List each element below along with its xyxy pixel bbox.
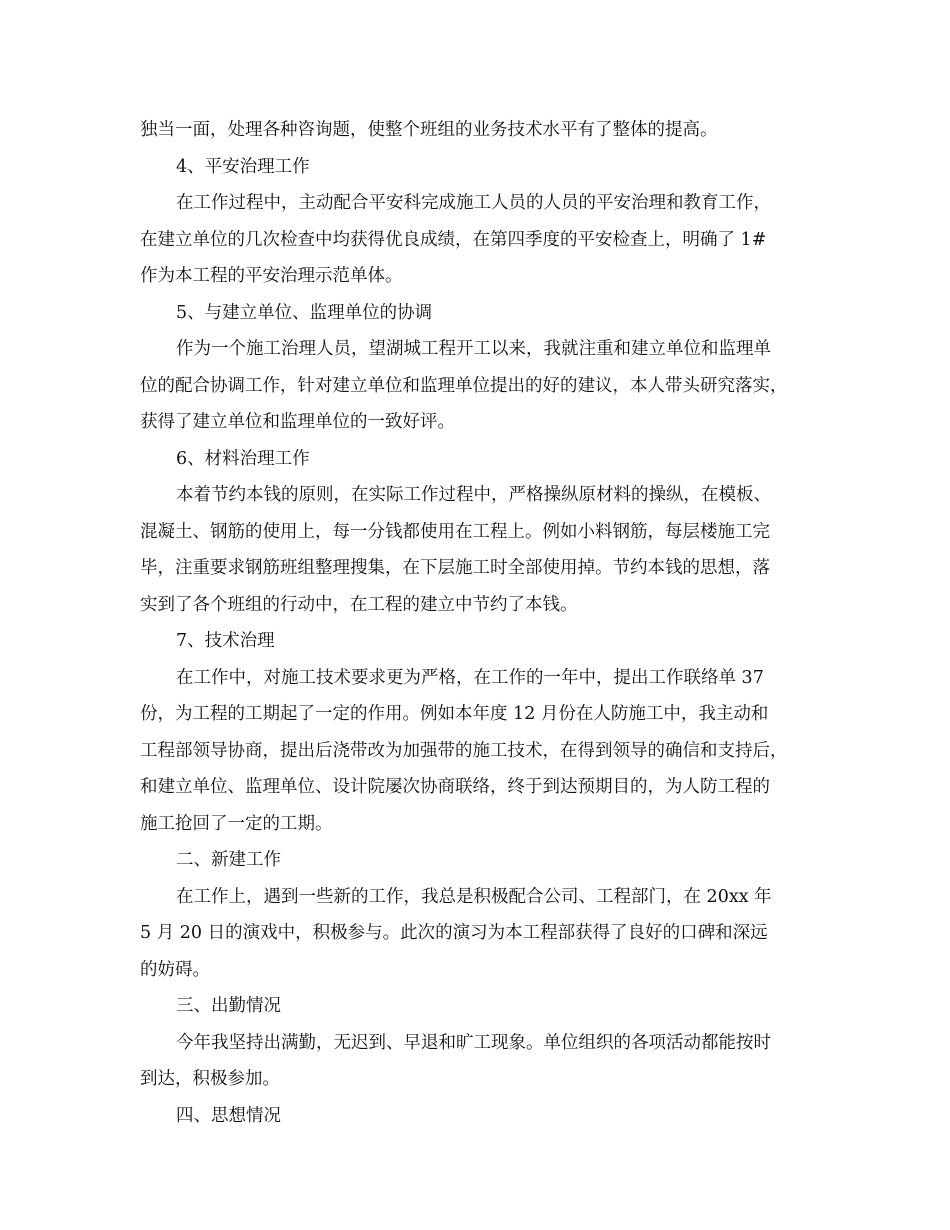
text-line: 到达，积极参加。 [140, 1069, 280, 1089]
text-line: 在工作中，对施工技术要求更为严格，在工作的一年中，提出工作联络单 37 [176, 667, 764, 688]
text-line: 和建立单位、监理单位、设计院屡次协商联络，终于到达预期目的，为人防工程的 [140, 777, 770, 797]
section-heading: 5、与建立单位、监理单位的协调 [176, 302, 433, 323]
section-heading: 四、思想情况 [176, 1105, 281, 1126]
text-line: 施工抢回了一定的工期。 [140, 813, 333, 834]
text-line: 位的配合协调工作，针对建立单位和监理单位提出的好的建议，本人带头研究落实， [140, 375, 788, 396]
text-line: 混凝土、钢筋的使用上，每一分钱都使用在工程上。例如小料钢筋，每层楼施工完 [140, 521, 770, 542]
text-line: 份，为工程的工期起了一定的作用。例如本年度 12 月份在人防施工中，我主动和 [140, 704, 769, 724]
text-line: 获得了建立单位和监理单位的一致好评。 [140, 412, 455, 432]
text-line: 作为本工程的平安治理示范单体。 [140, 266, 403, 286]
section-heading: 二、新建工作 [176, 850, 281, 870]
section-heading: 4、平安治理工作 [176, 156, 310, 177]
text-line: 独当一面，处理各种咨询题，使整个班组的业务技术水平有了整体的提高。 [140, 120, 718, 140]
text-line: 工程部领导协商，提出后浇带改为加强带的施工技术，在得到领导的确信和支持后， [140, 740, 788, 761]
text-line: 实到了各个班组的行动中，在工程的建立中节约了本钱。 [140, 594, 578, 615]
text-line: 的妨碍。 [140, 959, 210, 980]
section-heading: 三、出勤情况 [176, 996, 281, 1016]
text-line: 在建立单位的几次检查中均获得优良成绩，在第四季度的平安检查上，明确了 1# [140, 229, 767, 250]
text-line: 今年我坚持出满勤，无迟到、早退和旷工现象。单位组织的各项活动都能按时 [176, 1032, 771, 1053]
text-line: 在工作过程中，主动配合平安科完成施工人员的人员的平安治理和教育工作， [176, 193, 771, 213]
section-heading: 7、技术治理 [176, 631, 275, 651]
text-line: 毕，注重要求钢筋班组整理搜集，在下层施工时全部使用掉。节约本钱的思想，落 [140, 558, 770, 578]
text-line: 作为一个施工治理人员，望湖城工程开工以来，我就注重和建立单位和监理单 [176, 339, 771, 359]
section-heading: 6、材料治理工作 [176, 448, 310, 469]
text-line: 5 月 20 日的演戏中，积极参与。此次的演习为本工程部获得了良好的口碑和深远 [140, 923, 768, 943]
text-line: 在工作上，遇到一些新的工作，我总是积极配合公司、工程部门，在 20xx 年 [176, 886, 772, 907]
document-body [140, 112, 820, 1134]
text-line: 本着节约本钱的原则，在实际工作过程中，严格操纵原材料的操纵，在模板、 [176, 485, 771, 505]
